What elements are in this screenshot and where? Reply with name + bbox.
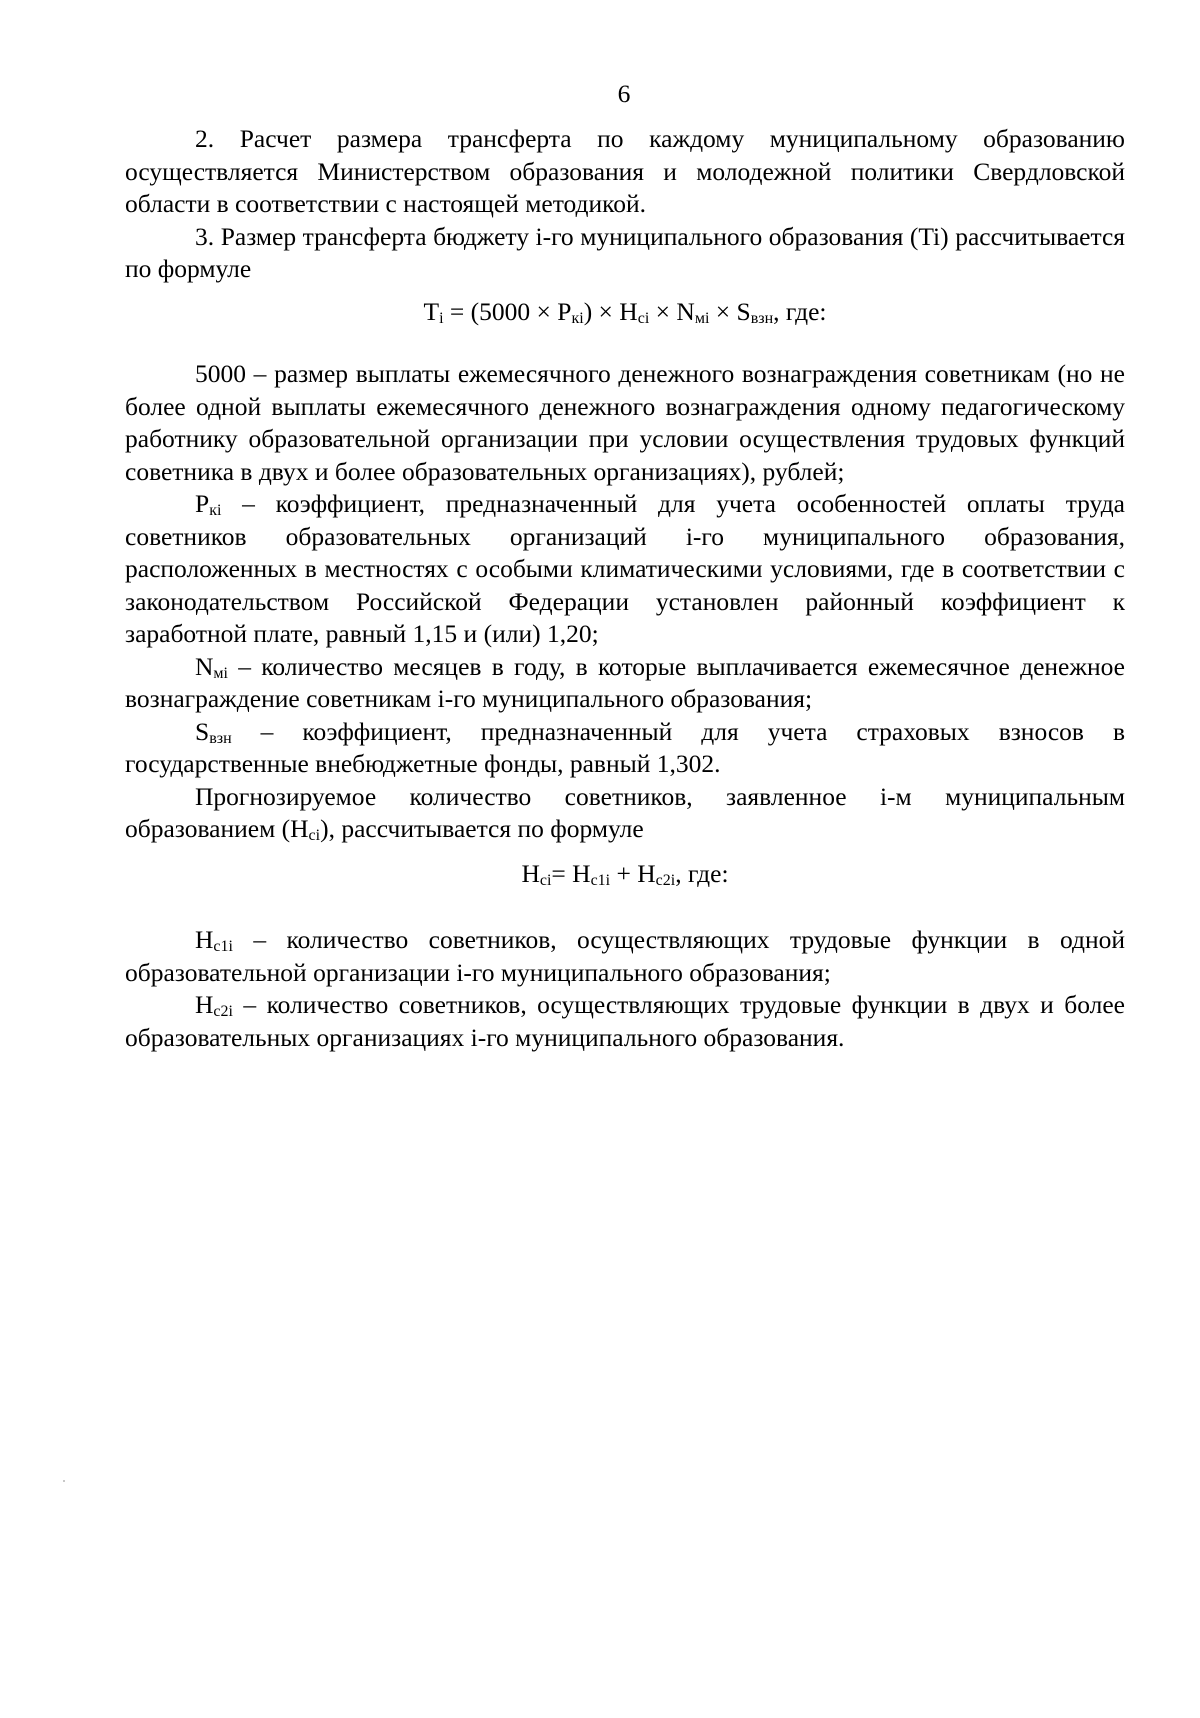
definition-hc2i: Hc2i – количество советников, осуществляющих трудовые функции в двух и более образовательных организациях i-го муниципального образования.	[125, 990, 1125, 1052]
document-body	[125, 123, 1125, 1054]
page-number: 6	[617, 79, 631, 108]
definition-svzn: Sвзн – коэффициент, предназначенный для учета страховых взносов в государственные внебюджетные фонды, равный 1,302.	[125, 716, 1125, 778]
definition-5000: 5000 – размер выплаты ежемесячного денежного вознаграждения советникам (но не более одной выплаты ежемесячного денежного вознаграждения одному педагогическому работнику образовательной организации при условии осуществления трудовых функций советника в двух и более образовательных организациях), рублей;	[125, 359, 1125, 486]
paragraph-item-2: 2. Расчет размера трансферта по каждому муниципальному образованию осуществляется Министерством образования и молодежной политики Свердловской области в соответствии с настоящей методикой.	[125, 124, 1125, 218]
scan-speck	[63, 1480, 65, 1482]
advisors-formula: Hci= Hc1i + Hc2i, где:	[521, 858, 729, 889]
definition-hc1i: Hc1i – количество советников, осуществляющих трудовые функции в одной образовательной организации i-го муниципального образования;	[125, 925, 1125, 987]
definition-pki: Pкi – коэффициент, предназначенный для учета особенностей оплаты труда советников образовательных организаций i-го муниципального образования, расположенных в местностях с особыми климатическими условиями, где в соответствии с законодательством Российской Федерации установлен районный коэффициент к заработной плате, равный 1,15 и (или) 1,20;	[125, 489, 1125, 648]
paragraph-forecast: Прогнозируемое количество советников, заявленное i-м муниципальным образованием (Hci), рассчитывается по формуле	[125, 781, 1125, 844]
definition-nmi: Nмi – количество месяцев в году, в которые выплачивается ежемесячное денежное вознаграждение советникам i-го муниципального образования;	[125, 651, 1125, 713]
paragraph-item-3: 3. Размер трансферта бюджету i-го муниципального образования (Ti) рассчитывается по формуле	[125, 221, 1125, 283]
transfer-formula: Ti = (5000 × Pкi) × Hci × Nмi × Sвзн, где:	[423, 296, 827, 327]
